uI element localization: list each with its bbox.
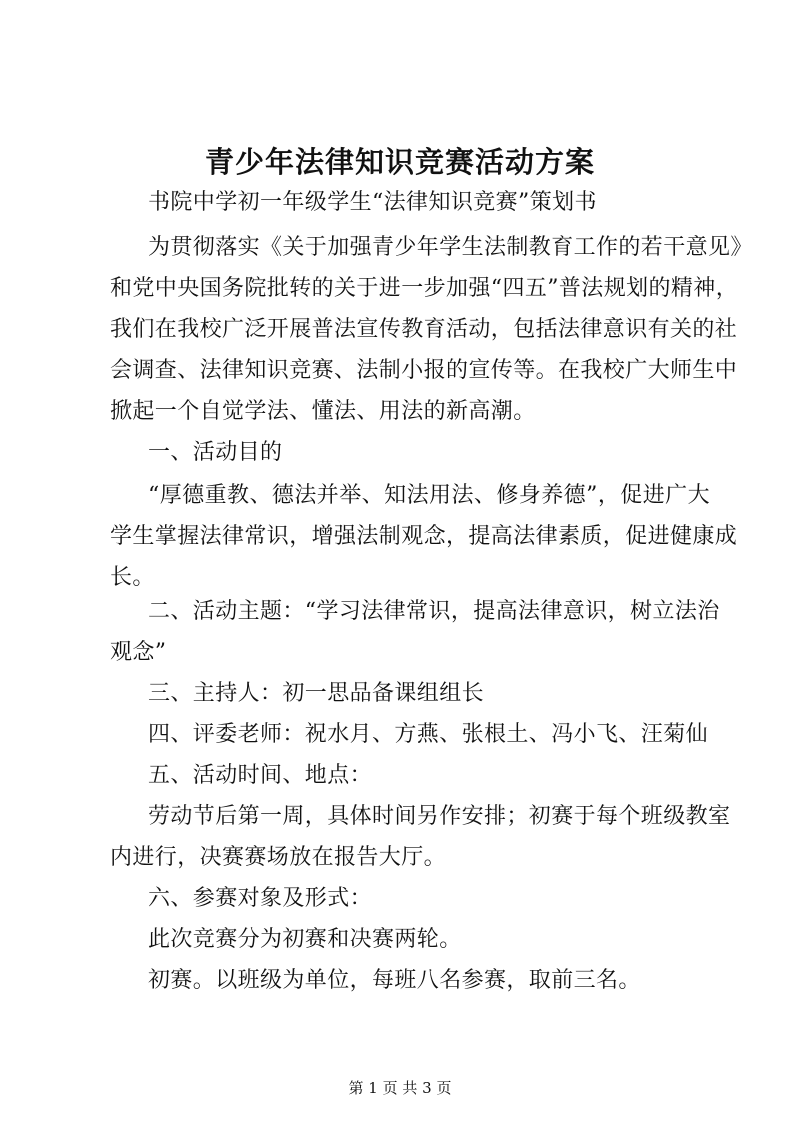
section-heading: 二、活动主题：“学习法律常识，提高法律意识，树立法治 [148, 599, 720, 624]
body-line: 为贯彻落实《关于加强青少年学生法制教育工作的若干意见》 [148, 235, 753, 260]
section-heading: 五、活动时间、地点： [148, 763, 373, 788]
document-title: 青少年法律知识竞赛活动方案 [204, 145, 595, 179]
section-heading: 三、主持人：初一思品备课组组长 [148, 681, 485, 706]
subtitle-line: 书院中学初一年级学生“法律知识竞赛”策划书 [148, 190, 597, 215]
section-heading: 四、评委老师：祝水月、方燕、张根土、冯小飞、汪菊仙 [148, 722, 709, 747]
body-line: 初赛。以班级为单位，每班八名参赛，取前三名。 [148, 968, 641, 993]
page-footer: 第 1 页 共 3 页 [348, 1079, 452, 1097]
body-line: 长。 [110, 565, 155, 590]
body-line: 掀起一个自觉学法、懂法、用法的新高潮。 [110, 399, 536, 424]
body-line: 内进行，决赛赛场放在报告大厅。 [110, 845, 447, 870]
body-line: 观念” [110, 640, 167, 665]
body-line: 我们在我校广泛开展普法宣传教育活动，包括法律意识有关的社 [110, 317, 738, 342]
section-heading: 六、参赛对象及形式： [148, 886, 373, 911]
body-line: 会调查、法律知识竞赛、法制小报的宣传等。在我校广大师生中 [110, 358, 738, 383]
body-line: “厚德重教、德法并举、知法用法、修身养德”，促进广大 [148, 483, 710, 508]
section-heading: 一、活动目的 [148, 440, 283, 465]
body-line: 劳动节后第一周，具体时间另作安排；初赛于每个班级教室 [148, 804, 731, 829]
body-line: 此次竞赛分为初赛和决赛两轮。 [148, 927, 462, 952]
body-line: 和党中央国务院批转的关于进一步加强“四五”普法规划的精神， [110, 276, 739, 301]
body-line: 学生掌握法律常识，增强法制观念，提高法律素质，促进健康成 [110, 524, 738, 549]
